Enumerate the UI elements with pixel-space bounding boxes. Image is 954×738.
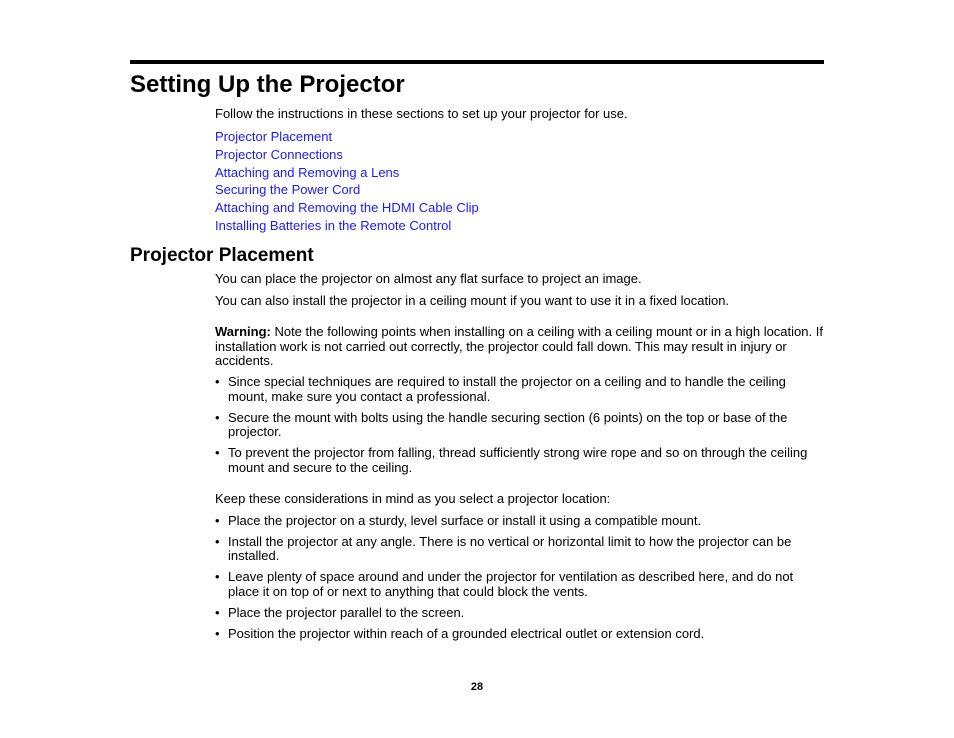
section-heading: Projector Placement — [130, 245, 314, 266]
warning-block — [215, 325, 825, 482]
list-item: • Place the projector parallel to the screen. — [215, 606, 825, 621]
warning-text: Note the following points when installing on a ceiling with a ceiling mount or in a high location. If installation work is not carried out correctly, the projector could fall down. This may result in injury or accidents. — [215, 324, 823, 368]
link-projector-connections[interactable]: Projector Connections — [215, 146, 343, 162]
considerations-block — [215, 492, 825, 648]
list-item: • To prevent the projector from falling, thread sufficiently strong wire rope and so on through the ceiling mount and secure to the ceiling. — [215, 446, 825, 475]
section-links — [215, 128, 479, 235]
considerations-intro: Keep these considerations in mind as you select a projector location: — [215, 491, 611, 506]
header-rule — [130, 60, 824, 64]
warning-label: Warning: — [215, 324, 271, 339]
considerations-list — [215, 514, 825, 642]
list-item: • Position the projector within reach of a grounded electrical outlet or extension cord. — [215, 627, 825, 642]
warning-paragraph — [215, 325, 825, 369]
paragraph-1: You can place the projector on almost any flat surface to project an image. — [215, 271, 642, 286]
link-installing-batteries[interactable]: Installing Batteries in the Remote Control — [215, 217, 452, 233]
link-securing-power-cord[interactable]: Securing the Power Cord — [215, 182, 361, 198]
intro-text: Follow the instructions in these sections to set up your projector for use. — [215, 106, 628, 121]
link-hdmi-cable-clip[interactable]: Attaching and Removing the HDMI Cable Clip — [215, 200, 479, 216]
list-item: • Secure the mount with bolts using the handle securing section (6 points) on the top or base of the projector. — [215, 411, 825, 440]
page-title: Setting Up the Projector — [130, 71, 405, 98]
list-item: • Leave plenty of space around and under the projector for ventilation as described here, and do not place it on top of or next to anything that could block the vents. — [215, 570, 825, 599]
paragraph-2: You can also install the projector in a ceiling mount if you want to use it in a fixed location. — [215, 293, 730, 308]
warning-bullet-list — [215, 375, 825, 475]
link-attaching-removing-lens[interactable]: Attaching and Removing a Lens — [215, 164, 400, 180]
list-item: • Install the projector at any angle. There is no vertical or horizontal limit to how the projector can be installed. — [215, 535, 825, 564]
list-item: • Since special techniques are required to install the projector on a ceiling and to handle the ceiling mount, make sure you contact a professional. — [215, 375, 825, 404]
page-number: 28 — [470, 681, 484, 693]
list-item: • Place the projector on a sturdy, level surface or install it using a compatible mount. — [215, 514, 825, 529]
link-projector-placement[interactable]: Projector Placement — [215, 129, 333, 144]
